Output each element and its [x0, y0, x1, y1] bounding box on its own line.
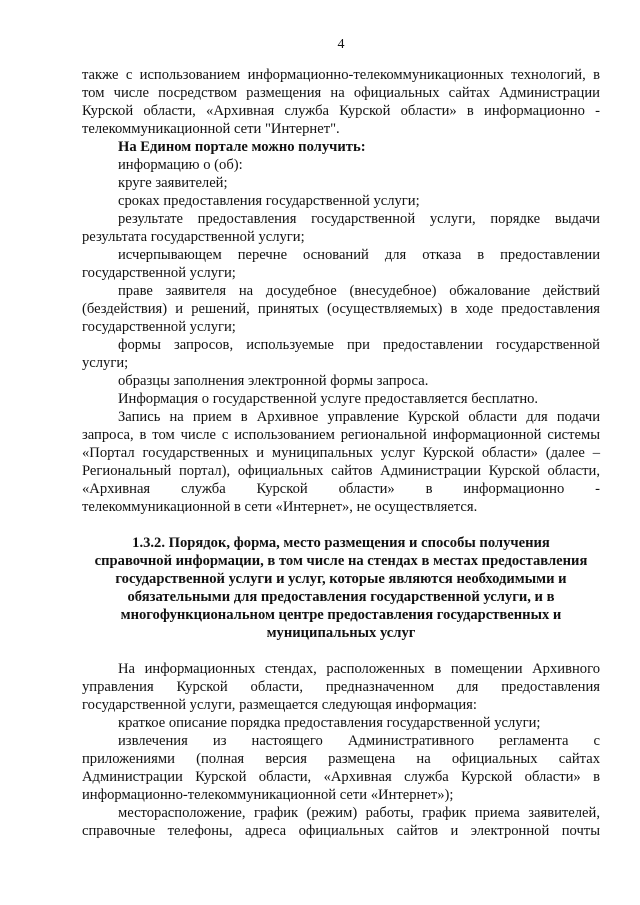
list-item: образцы заполнения электронной формы запроса.	[118, 373, 429, 389]
list-item: месторасположение, график (режим) работы, график приема заявителей,	[118, 805, 600, 821]
text-line: справочные телефоны, адреса официальных сайтов и электронной почты	[82, 823, 600, 839]
list-item: праве заявителя на досудебное (внесудебное) обжалование действий	[118, 283, 600, 299]
text-line: том числе посредством размещения на официальных сайтах Администрации	[82, 85, 600, 101]
section-heading: государственной услуги и услуг, которые являются необходимыми и	[115, 571, 567, 587]
list-item: результате предоставления государственной услуги, порядке выдачи	[118, 211, 600, 227]
text-line: государственной услуги;	[82, 319, 236, 335]
section-heading: справочной информации, в том числе на стендах в местах предоставления	[94, 553, 588, 569]
text-line: На информационных стендах, расположенных в помещении Архивного	[118, 661, 600, 677]
list-item: круге заявителей;	[118, 175, 228, 191]
list-item: исчерпывающем перечне оснований для отказа в предоставлении	[118, 247, 600, 263]
section-heading: муниципальных услуг	[266, 625, 416, 641]
list-item: извлечения из настоящего Административного регламента с	[118, 733, 600, 749]
text-line: управления Курской области, предназначенном для предоставления	[82, 679, 600, 695]
text-line: телекоммуникационной в сети «Интернет», не осуществляется.	[82, 499, 478, 515]
section-heading: многофункциональном центре предоставления государственных и	[120, 607, 562, 623]
section-heading: 1.3.2. Порядок, форма, место размещения и способы получения	[132, 535, 550, 551]
text-line: «Архивная служба Курской области» в информационно -	[82, 481, 600, 497]
list-item: краткое описание порядка предоставления государственной услуги;	[118, 715, 541, 731]
text-line: результата государственной услуги;	[82, 229, 305, 245]
section-lead: На Едином портале можно получить:	[118, 139, 366, 155]
section-heading: обязательными для предоставления государственной услуги, и в	[127, 589, 555, 605]
text-line: Запись на прием в Архивное управление Курской области для подачи	[118, 409, 600, 425]
text-line: Администрации Курской области, «Архивная служба Курской области» в	[82, 769, 600, 785]
text-line: информацию о (об):	[118, 157, 243, 173]
text-line: приложениями (полная версия размещена на официальных сайтах	[82, 751, 600, 767]
text-line: Региональный портал), официальных сайтов Администрации Курской области,	[82, 463, 600, 479]
text-line: телекоммуникационной сети "Интернет".	[82, 121, 340, 137]
text-line: запроса, в том числе с использованием региональной информационной системы	[82, 427, 600, 443]
page-number: 4	[337, 37, 345, 52]
text-line: информационно-телекоммуникационной сети «Интернет»);	[82, 787, 454, 803]
text-line: услуги;	[82, 355, 129, 371]
text-line: Курской области, «Архивная служба Курской области» в информационно -	[82, 103, 600, 119]
text-line: также с использованием информационно-телекоммуникационных технологий, в	[82, 67, 600, 83]
text-line: государственной услуги, размещается следующая информация:	[82, 697, 477, 713]
list-item: сроках предоставления государственной услуги;	[118, 193, 420, 209]
text-line: государственной услуги;	[82, 265, 236, 281]
text-line: Информация о государственной услуге предоставляется бесплатно.	[118, 391, 539, 407]
list-item: формы запросов, используемые при предоставлении государственной	[118, 337, 600, 353]
text-line: «Портал государственных и муниципальных услуг Курской области» (далее –	[82, 445, 600, 461]
text-line: (бездействия) и решений, принятых (осуществляемых) в ходе предоставления	[82, 301, 600, 317]
